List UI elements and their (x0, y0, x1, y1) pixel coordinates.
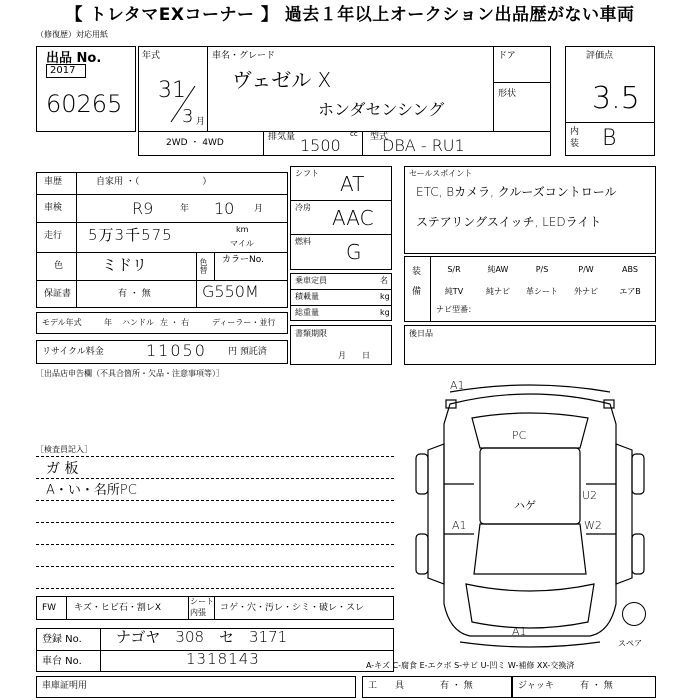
handle-value: 左 ・ 右 (160, 318, 190, 327)
seal-label: 車庫証明用 (42, 681, 88, 691)
recycle-label: リサイクル料金 (42, 347, 104, 357)
score-value: 3.5 (592, 81, 640, 116)
color-no-label: カラーNo. (222, 255, 264, 265)
inspection-year-unit: 年 (180, 204, 190, 214)
sub-note: （修復歴）対応用紙 (36, 30, 108, 39)
fw-label: FW (42, 603, 57, 613)
diagram-mark-side-right-1: U2 (582, 489, 598, 502)
gross-label: 総重量 (295, 308, 319, 317)
grade-value: ホンダセンシング (318, 100, 445, 119)
reg-label: 登録 No. (42, 634, 82, 645)
inspection-month: 10 (214, 199, 235, 218)
lot-label: 出品 No. (46, 51, 102, 66)
color-label: 色 (54, 261, 64, 271)
score-label: 評価点 (586, 51, 614, 61)
spare-label: スペア (618, 639, 642, 648)
sales-line2: ステアリングスイッチ, LEDライト (416, 215, 602, 229)
banner-title: 【 トレタマEXコーナー 】 過去１年以上オークション出品歴がない車両 (0, 0, 700, 30)
fw-value: キズ・ヒビ石・割レX (74, 603, 161, 613)
sales-box (404, 166, 656, 254)
displacement-label: 排気量 (268, 132, 296, 142)
interior-label-1: 内 (570, 127, 580, 137)
name-value: ヴェゼル X (232, 68, 332, 92)
load-label: 積載量 (295, 292, 319, 301)
year-value: 31 (158, 78, 186, 103)
equipment-item: 純ナビ (486, 286, 510, 296)
equipment-item: エアB (619, 286, 641, 296)
equipment-item: 純TV (444, 286, 464, 296)
chassis-label: 車台 No. (42, 656, 82, 667)
chassis-value: 1318143 (186, 650, 260, 668)
history-value: 自家用 ・（ ） (96, 177, 212, 187)
cooling-value: AAC (332, 206, 374, 230)
warranty-value: 有 ・ 無 (118, 289, 151, 299)
mileage-unit-mile: マイル (230, 239, 254, 248)
equipment-item: 外ナビ (574, 286, 598, 296)
jack-label: ジャッキ (518, 681, 554, 691)
equipment-label-1: 装 (412, 267, 422, 277)
diagram-mark-roof: PC (512, 429, 527, 442)
inspection-era: R9 (132, 199, 154, 218)
reg-value: ナゴヤ 308 セ 3171 (116, 628, 288, 646)
after-day-label: 後日品 (409, 329, 433, 338)
jack-value: 有 ・ 無 (580, 681, 613, 691)
lot-year: 2017 (50, 65, 76, 76)
inspector-line2: A・い・名所PC (46, 483, 137, 498)
year-slash (165, 86, 205, 126)
tools-value: 有 ・ 無 (440, 681, 473, 691)
docs-label: 書類期限 (295, 329, 327, 338)
warranty-label: 保証書 (44, 289, 72, 299)
equipment-item: 革シート (526, 286, 558, 296)
mileage-value: 5万3千575 (88, 226, 173, 244)
equipment-item: P/S (535, 264, 549, 274)
equipment-item: P/W (578, 264, 594, 274)
model-year-label: モデル年式 (42, 318, 82, 327)
seat-label-2: 内張 (190, 608, 206, 617)
sales-line1: ETC, Bカメラ, クルーズコントロール (416, 185, 617, 199)
equipment-item: 純AW (487, 264, 509, 274)
drive-label: 2WD ・ 4WD (166, 138, 224, 148)
load-unit: kg (380, 292, 390, 301)
car-diagram (410, 384, 650, 644)
gross-unit: kg (380, 308, 390, 317)
navi-model-label: ナビ型番： (436, 305, 476, 314)
model-value: DBA - RU1 (382, 136, 465, 155)
equipment-label-2: 備 (412, 287, 422, 297)
damage-legend: A-キズ C-腐食 E-エクボ S-サビ U-凹ミ W-補修 XX-交換済 (366, 661, 575, 670)
recycle-value: 11050 (146, 341, 207, 360)
cooling-label: 冷房 (295, 203, 311, 212)
seat-label-1: シート (190, 597, 214, 606)
color-value: ミドリ (102, 256, 148, 274)
mileage-unit-km: km (236, 225, 249, 234)
month-value: 3 (182, 106, 194, 127)
lot-number: 60265 (46, 90, 123, 118)
interior-label-2: 装 (570, 139, 580, 149)
tools-label: 工 具 (368, 681, 405, 691)
equipment-item: S/R (447, 264, 461, 274)
handle-label: ハンドル (122, 318, 154, 327)
diagram-mark-bottom: A1 (512, 625, 527, 638)
capacity-label: 乗車定員 (295, 276, 327, 285)
recycle-unit: 円 預託済 (228, 347, 267, 357)
seat-value: コゲ・穴・汚レ・シミ・破レ・スレ (220, 603, 365, 613)
capacity-unit: 名 (380, 276, 388, 285)
diagram-mark-top: A1 (450, 379, 465, 392)
shift-value: AT (340, 172, 365, 196)
diagram-mark-side-left: A1 (452, 519, 467, 532)
interior-value: B (602, 126, 617, 151)
model-label: 型式 (370, 132, 389, 142)
color-no-value: G550M (202, 282, 259, 301)
model-year-unit: 年 (104, 318, 112, 327)
declaration-label: ［出品店申告欄（不具合箇所・欠品・注意事項等）］ (36, 369, 224, 378)
shift-label: シフト (295, 169, 319, 178)
fuel-value: G (346, 240, 362, 264)
spare-tire-icon (622, 602, 646, 626)
shape-label: 形状 (498, 89, 517, 99)
sales-label: セールスポイント (409, 169, 473, 178)
diagram-mark-side-right-2: W2 (584, 519, 602, 532)
door-label: ドア (498, 51, 516, 61)
displacement-value: 1500 (300, 136, 341, 155)
year-label: 年式 (142, 51, 161, 61)
dealer-label: ディーラー・並行 (212, 318, 276, 327)
name-grade-label: 車名・グレード (212, 51, 276, 61)
equipment-grid (432, 258, 654, 302)
fuel-label: 燃料 (295, 237, 311, 246)
inspection-month-unit: 月 (254, 204, 264, 214)
inspector-label: ［検査員記入］ (36, 445, 92, 454)
equipment-item: ABS (622, 264, 638, 274)
cc-label: cc (350, 130, 358, 138)
history-label: 車歴 (44, 177, 63, 187)
mileage-label: 走行 (44, 231, 63, 241)
month-unit: 月 (196, 117, 206, 127)
inspector-line1: ガ 板 (46, 461, 79, 477)
diagram-mark-hood: ハゲ (514, 499, 536, 512)
color-swap-label: 色替 (199, 258, 208, 274)
inspection-label: 車検 (44, 203, 63, 213)
after-day-box (404, 325, 656, 365)
docs-month-day: 月 日 (338, 351, 370, 360)
